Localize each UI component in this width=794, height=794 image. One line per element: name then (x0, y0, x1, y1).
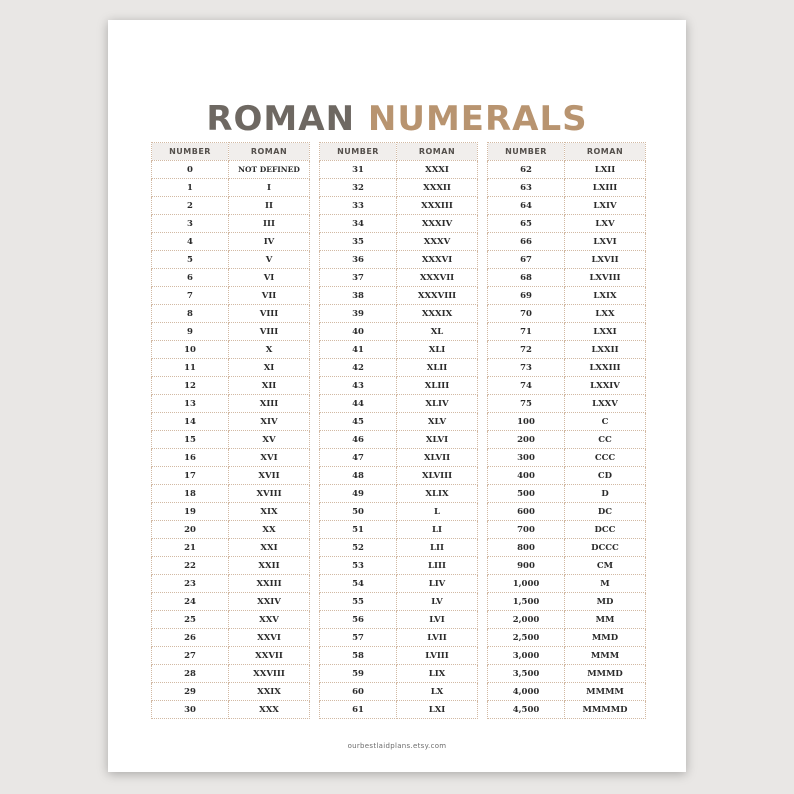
roman-cell: VII (229, 287, 310, 305)
table-row (152, 557, 310, 575)
roman-cell: LXV (565, 215, 646, 233)
roman-cell: LXX (565, 305, 646, 323)
number-cell: 12 (152, 377, 229, 395)
number-cell: 69 (488, 287, 565, 305)
number-cell: 8 (152, 305, 229, 323)
table-row (320, 323, 478, 341)
roman-cell: XV (229, 431, 310, 449)
number-cell: 67 (488, 251, 565, 269)
number-cell: 100 (488, 413, 565, 431)
number-cell: 31 (320, 161, 397, 179)
number-cell: 27 (152, 647, 229, 665)
table-row (152, 665, 310, 683)
roman-cell: XL (397, 323, 478, 341)
number-cell: 200 (488, 431, 565, 449)
roman-cell: XXV (229, 611, 310, 629)
table-row (488, 485, 646, 503)
table-row (488, 647, 646, 665)
roman-cell: MMD (565, 629, 646, 647)
number-cell: 2,500 (488, 629, 565, 647)
table-row (152, 467, 310, 485)
table-row (488, 179, 646, 197)
table-row (152, 485, 310, 503)
table-row (152, 683, 310, 701)
number-cell: 13 (152, 395, 229, 413)
roman-cell: XXX (229, 701, 310, 719)
number-cell: 600 (488, 503, 565, 521)
table-row (320, 485, 478, 503)
table-row (488, 629, 646, 647)
roman-cell: V (229, 251, 310, 269)
roman-cell: LXXIV (565, 377, 646, 395)
number-cell: 6 (152, 269, 229, 287)
roman-cell: XLII (397, 359, 478, 377)
number-cell: 65 (488, 215, 565, 233)
roman-cell: CC (565, 431, 646, 449)
number-cell: 17 (152, 467, 229, 485)
number-cell: 55 (320, 593, 397, 611)
roman-cell: CM (565, 557, 646, 575)
number-cell: 57 (320, 629, 397, 647)
table-row (152, 305, 310, 323)
roman-cell: LIX (397, 665, 478, 683)
number-cell: 70 (488, 305, 565, 323)
roman-cell: NOT DEFINED (229, 161, 310, 179)
table-row (152, 377, 310, 395)
table-row (320, 593, 478, 611)
table-row (488, 323, 646, 341)
number-cell: 4 (152, 233, 229, 251)
table-row (152, 269, 310, 287)
roman-cell: XXVIII (229, 665, 310, 683)
number-cell: 53 (320, 557, 397, 575)
number-cell: 64 (488, 197, 565, 215)
roman-cell: MMM (565, 647, 646, 665)
number-cell: 10 (152, 341, 229, 359)
roman-cell: XIII (229, 395, 310, 413)
table-row (320, 341, 478, 359)
number-cell: 9 (152, 323, 229, 341)
table-row (488, 467, 646, 485)
roman-cell: LXIX (565, 287, 646, 305)
number-cell: 38 (320, 287, 397, 305)
roman-cell: L (397, 503, 478, 521)
number-cell: 30 (152, 701, 229, 719)
table-row (488, 269, 646, 287)
table-row (152, 341, 310, 359)
number-cell: 800 (488, 539, 565, 557)
number-cell: 22 (152, 557, 229, 575)
table-row (488, 683, 646, 701)
table-row (152, 395, 310, 413)
number-cell: 35 (320, 233, 397, 251)
number-cell: 56 (320, 611, 397, 629)
table-row (320, 251, 478, 269)
roman-cell: XIX (229, 503, 310, 521)
table-row (320, 575, 478, 593)
roman-cell: XXXV (397, 233, 478, 251)
roman-cell: LVI (397, 611, 478, 629)
roman-cell: VI (229, 269, 310, 287)
roman-cell: XVI (229, 449, 310, 467)
number-cell: 36 (320, 251, 397, 269)
number-cell: 5 (152, 251, 229, 269)
table-row (152, 575, 310, 593)
roman-cell: XXIV (229, 593, 310, 611)
roman-cell: XXXIV (397, 215, 478, 233)
number-cell: 62 (488, 161, 565, 179)
roman-cell: XXIII (229, 575, 310, 593)
roman-cell: X (229, 341, 310, 359)
footer-url: ourbestlaidplans.etsy.com (347, 742, 447, 750)
roman-cell: LXXI (565, 323, 646, 341)
table-row (320, 179, 478, 197)
roman-cell: XXVI (229, 629, 310, 647)
roman-cell: LXXV (565, 395, 646, 413)
roman-cell: LXVI (565, 233, 646, 251)
number-cell: 58 (320, 647, 397, 665)
roman-cell: XXVII (229, 647, 310, 665)
number-cell: 25 (152, 611, 229, 629)
table-row (488, 233, 646, 251)
number-cell: 73 (488, 359, 565, 377)
table-row (488, 359, 646, 377)
roman-cell: XXXII (397, 179, 478, 197)
table-row (152, 521, 310, 539)
number-cell: 51 (320, 521, 397, 539)
table-row (152, 449, 310, 467)
roman-cell: XXXVIII (397, 287, 478, 305)
number-cell: 44 (320, 395, 397, 413)
table-row (488, 431, 646, 449)
roman-cell: LXXII (565, 341, 646, 359)
roman-cell: LVIII (397, 647, 478, 665)
roman-cell: MMMD (565, 665, 646, 683)
roman-cell: III (229, 215, 310, 233)
roman-cell: LIV (397, 575, 478, 593)
table-row (320, 629, 478, 647)
table-row (152, 647, 310, 665)
number-cell: 300 (488, 449, 565, 467)
table-row (320, 647, 478, 665)
roman-cell: XXXIX (397, 305, 478, 323)
roman-cell: XXXIII (397, 197, 478, 215)
number-cell: 4,500 (488, 701, 565, 719)
table-row (152, 251, 310, 269)
roman-cell: DCCC (565, 539, 646, 557)
column-header-roman: ROMAN (397, 143, 478, 161)
roman-cell: XII (229, 377, 310, 395)
roman-cell: XIV (229, 413, 310, 431)
column-header-roman: ROMAN (565, 143, 646, 161)
table-row (320, 215, 478, 233)
roman-cell: XXXVI (397, 251, 478, 269)
column-header-roman: ROMAN (229, 143, 310, 161)
table-row (488, 287, 646, 305)
table-row (320, 395, 478, 413)
roman-cell: MMMMD (565, 701, 646, 719)
table-row (152, 179, 310, 197)
table-row (488, 395, 646, 413)
title-word-roman: ROMAN (206, 99, 356, 139)
roman-cell: XVIII (229, 485, 310, 503)
table-row (152, 539, 310, 557)
roman-cell: XXXI (397, 161, 478, 179)
table-row (152, 503, 310, 521)
table-row (152, 161, 310, 179)
table-row (488, 215, 646, 233)
number-cell: 42 (320, 359, 397, 377)
number-cell: 54 (320, 575, 397, 593)
number-cell: 29 (152, 683, 229, 701)
table-row (320, 359, 478, 377)
table-row (488, 251, 646, 269)
number-cell: 34 (320, 215, 397, 233)
roman-cell: XXXVII (397, 269, 478, 287)
table-row (152, 431, 310, 449)
roman-cell: LVII (397, 629, 478, 647)
roman-cell: XLIV (397, 395, 478, 413)
numeral-table-1 (151, 142, 310, 719)
table-row (320, 287, 478, 305)
number-cell: 74 (488, 377, 565, 395)
table-row (320, 521, 478, 539)
roman-cell: D (565, 485, 646, 503)
table-row (320, 503, 478, 521)
table-row (320, 539, 478, 557)
number-cell: 37 (320, 269, 397, 287)
table-row (488, 449, 646, 467)
number-cell: 72 (488, 341, 565, 359)
table-row (320, 557, 478, 575)
table-row (488, 341, 646, 359)
number-cell: 28 (152, 665, 229, 683)
title-word-numerals: NUMERALS (367, 99, 588, 139)
number-cell: 59 (320, 665, 397, 683)
number-cell: 19 (152, 503, 229, 521)
roman-cell: LIII (397, 557, 478, 575)
table-row (488, 503, 646, 521)
number-cell: 45 (320, 413, 397, 431)
number-cell: 52 (320, 539, 397, 557)
number-cell: 18 (152, 485, 229, 503)
roman-cell: MMMM (565, 683, 646, 701)
roman-cell: XLVIII (397, 467, 478, 485)
number-cell: 33 (320, 197, 397, 215)
number-cell: 400 (488, 467, 565, 485)
number-cell: 20 (152, 521, 229, 539)
table-row (488, 593, 646, 611)
table-row (488, 539, 646, 557)
column-header-number: NUMBER (320, 143, 397, 161)
number-cell: 700 (488, 521, 565, 539)
table-row (320, 377, 478, 395)
roman-cell: LV (397, 593, 478, 611)
roman-cell: XX (229, 521, 310, 539)
number-cell: 900 (488, 557, 565, 575)
table-row (320, 413, 478, 431)
roman-cell: DC (565, 503, 646, 521)
table-row (320, 683, 478, 701)
numeral-table-2 (319, 142, 478, 719)
roman-cell: LXI (397, 701, 478, 719)
number-cell: 3 (152, 215, 229, 233)
number-cell: 48 (320, 467, 397, 485)
roman-cell: XXIX (229, 683, 310, 701)
number-cell: 21 (152, 539, 229, 557)
number-cell: 3,500 (488, 665, 565, 683)
number-cell: 0 (152, 161, 229, 179)
roman-cell: LXXIII (565, 359, 646, 377)
number-cell: 1 (152, 179, 229, 197)
number-cell: 61 (320, 701, 397, 719)
table-row (488, 611, 646, 629)
table-row (488, 377, 646, 395)
table-row (152, 233, 310, 251)
number-cell: 40 (320, 323, 397, 341)
roman-cell: VIII (229, 323, 310, 341)
table-row (320, 161, 478, 179)
roman-cell: DCC (565, 521, 646, 539)
roman-cell: LII (397, 539, 478, 557)
number-cell: 4,000 (488, 683, 565, 701)
table-row (488, 161, 646, 179)
roman-cell: MD (565, 593, 646, 611)
table-row (320, 269, 478, 287)
table-row (320, 611, 478, 629)
number-cell: 41 (320, 341, 397, 359)
number-cell: 66 (488, 233, 565, 251)
page-title (108, 98, 686, 140)
number-cell: 14 (152, 413, 229, 431)
printable-page (108, 20, 686, 772)
roman-cell: XI (229, 359, 310, 377)
roman-cell: XLI (397, 341, 478, 359)
table-row (152, 215, 310, 233)
table-row (320, 431, 478, 449)
roman-cell: LXIII (565, 179, 646, 197)
roman-cell: XLVII (397, 449, 478, 467)
table-row (488, 665, 646, 683)
number-cell: 7 (152, 287, 229, 305)
number-cell: 1,000 (488, 575, 565, 593)
table-row (320, 449, 478, 467)
roman-cell: XLIII (397, 377, 478, 395)
column-header-number: NUMBER (488, 143, 565, 161)
number-cell: 75 (488, 395, 565, 413)
roman-cell: LXVIII (565, 269, 646, 287)
table-row (152, 287, 310, 305)
table-row (152, 611, 310, 629)
roman-cell: MM (565, 611, 646, 629)
table-row (152, 359, 310, 377)
number-cell: 16 (152, 449, 229, 467)
roman-cell: XVII (229, 467, 310, 485)
roman-cell: XXII (229, 557, 310, 575)
number-cell: 3,000 (488, 647, 565, 665)
roman-cell: I (229, 179, 310, 197)
roman-cell: II (229, 197, 310, 215)
roman-cell: IV (229, 233, 310, 251)
number-cell: 49 (320, 485, 397, 503)
roman-cell: VIII (229, 305, 310, 323)
roman-cell: M (565, 575, 646, 593)
roman-cell: LI (397, 521, 478, 539)
number-cell: 24 (152, 593, 229, 611)
number-cell: 47 (320, 449, 397, 467)
roman-cell: LXVII (565, 251, 646, 269)
roman-cell: XLIX (397, 485, 478, 503)
number-cell: 500 (488, 485, 565, 503)
table-row (320, 701, 478, 719)
table-row (320, 665, 478, 683)
table-row (320, 197, 478, 215)
number-cell: 39 (320, 305, 397, 323)
roman-cell: LXIV (565, 197, 646, 215)
table-row (488, 557, 646, 575)
roman-cell: LX (397, 683, 478, 701)
table-row (152, 629, 310, 647)
table-row (152, 413, 310, 431)
table-row (488, 575, 646, 593)
table-row (488, 701, 646, 719)
column-header-number: NUMBER (152, 143, 229, 161)
roman-cell: XLV (397, 413, 478, 431)
number-cell: 11 (152, 359, 229, 377)
number-cell: 2 (152, 197, 229, 215)
number-cell: 43 (320, 377, 397, 395)
table-row (320, 467, 478, 485)
number-cell: 50 (320, 503, 397, 521)
roman-cell: C (565, 413, 646, 431)
table-row (152, 323, 310, 341)
roman-cell: XXI (229, 539, 310, 557)
table-row (488, 197, 646, 215)
number-cell: 60 (320, 683, 397, 701)
roman-cell: CD (565, 467, 646, 485)
table-row (320, 233, 478, 251)
number-cell: 32 (320, 179, 397, 197)
number-cell: 15 (152, 431, 229, 449)
number-cell: 46 (320, 431, 397, 449)
number-cell: 71 (488, 323, 565, 341)
number-cell: 23 (152, 575, 229, 593)
number-cell: 2,000 (488, 611, 565, 629)
table-row (152, 197, 310, 215)
table-row (152, 593, 310, 611)
number-cell: 68 (488, 269, 565, 287)
table-row (320, 305, 478, 323)
roman-cell: CCC (565, 449, 646, 467)
table-row (488, 413, 646, 431)
roman-cell: LXII (565, 161, 646, 179)
table-row (488, 521, 646, 539)
number-cell: 1,500 (488, 593, 565, 611)
roman-cell: XLVI (397, 431, 478, 449)
table-row (152, 701, 310, 719)
number-cell: 26 (152, 629, 229, 647)
table-row (488, 305, 646, 323)
number-cell: 63 (488, 179, 565, 197)
numeral-table-3 (487, 142, 646, 719)
